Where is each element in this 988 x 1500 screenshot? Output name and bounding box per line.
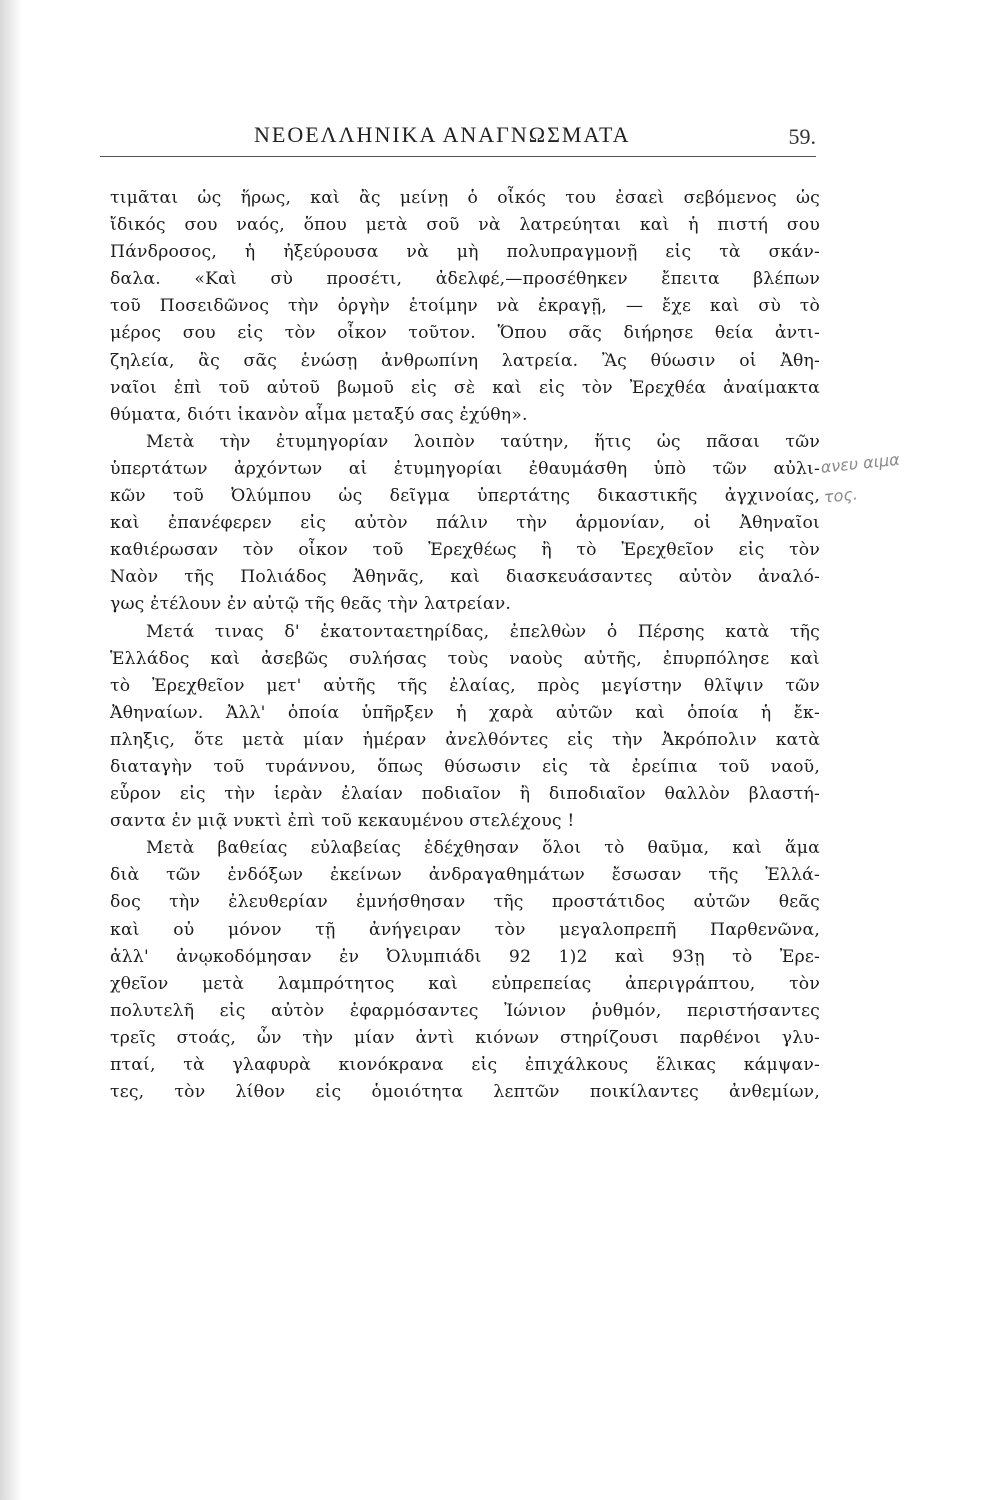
text-line: διὰ τῶν ἐνδόξων ἐκείνων ἀνδραγαθημάτων ἔσωσαν τῆς Ἑλλά- [110, 865, 820, 886]
running-head: ΝΕΟΕΛΛΗΝΙΚΑ ΑΝΑΓΝΩΣΜΑΤΑ [254, 122, 631, 147]
text-line: χθεῖον μετὰ λαμπρότητος καὶ εὐπρεπείας ἀπεριγράπτου, τὸν [110, 973, 820, 994]
text-line: ἀλλ' ἀνῳκοδόμησαν ἐν Ὀλυμπιάδι 92 1)2 καὶ 93ῃ τὸ Ἐρε- [110, 946, 820, 967]
margin-note-line: τος. [822, 484, 859, 507]
text-line: μέρος σου εἰς τὸν οἶκον τοῦτον. Ὅπου σᾶς διήρησε θεία ἀντι- [110, 323, 820, 344]
text-line: Ναὸν τῆς Πολιάδος Ἀθηνᾶς, καὶ διασκευάσαντες αὐτὸν ἀναλό- [110, 567, 820, 588]
paragraph-start-line: Μετὰ τὴν ἐτυμηγορίαν λοιπὸν ταύτην, ἥτις ὡς πᾶσαι τῶν [146, 431, 820, 452]
text-line: κῶν τοῦ Ὀλύμπου ὡς δεῖγμα ὑπερτάτης δικαστικῆς ἀγχινοίας, [110, 486, 820, 507]
scan-edge-shadow [0, 0, 22, 1500]
text-line: ζηλεία, ἂς σᾶς ἑνώσῃ ἀνθρωπίνη λατρεία. Ἂς θύωσιν οἱ Ἀθη- [110, 350, 820, 371]
text-line: πταί, τὰ γλαφυρὰ κιονόκρανα εἰς ἐπιχάλκους ἕλικας κάμψαν- [110, 1055, 820, 1075]
text-line: Ἀθηναίων. Ἀλλ' ὁποία ὑπῆρξεν ἡ χαρὰ αὐτῶν καὶ ὁποία ἡ ἔκ- [110, 702, 820, 723]
text-line: δος τὴν ἐλευθερίαν ἐμνήσθησαν τῆς προστάτιδος αὐτῶν θεᾶς [110, 892, 820, 913]
text-line: τρεῖς στοάς, ὧν τὴν μίαν ἀντὶ κιόνων στηρίζουσι παρθένοι γλυ- [110, 1027, 820, 1048]
text-line: καὶ ἐπανέφερεν εἰς αὐτὸν πάλιν τὴν ἁρμονίαν, οἱ Ἀθηναῖοι [110, 513, 820, 534]
text-line: καὶ οὐ μόνον τῇ ἀνήγειραν τὸν μεγαλοπρεπῆ Παρθενῶνα, [110, 919, 820, 940]
text-line: ναῖοι ἐπὶ τοῦ αὐτοῦ βωμοῦ εἰς σὲ καὶ εἰς τὸν Ἐρεχθέα ἀναίμακτα [110, 377, 820, 398]
paragraph-start-line: Μετὰ βαθείας εὐλαβείας ἐδέχθησαν ὅλοι τὸ θαῦμα, καὶ ἅμα [146, 838, 820, 859]
margin-note-line: ανευ αιμα [819, 449, 901, 477]
text-line: τιμᾶται ὡς ἥρως, καὶ ἂς μείνῃ ὁ οἶκός του ἐσαεὶ σεβόμενος ὡς [110, 188, 820, 208]
text-line: γως ἐτέλουν ἐν αὐτῷ τῆς θεᾶς τὴν λατρείαν. [110, 594, 512, 615]
text-line: ἴδικός σου ναός, ὅπου μετὰ σοῦ νὰ λατρεύηται καὶ ἡ πιστή σου [110, 215, 820, 236]
text-line: ὑπερτάτων ἀρχόντων αἱ ἐτυμηγορίαι ἐθαυμάσθη ὑπὸ τῶν αὐλι- [110, 458, 820, 479]
page-number: 59. [788, 124, 816, 149]
text-line: καθιέρωσαν τὸν οἶκον τοῦ Ἐρεχθέως ἢ τὸ Ἐρεχθεῖον εἰς τὸν [110, 540, 820, 561]
text-line: διαταγὴν τοῦ τυράννου, ὅπως θύσωσιν εἰς τὰ ἐρείπια τοῦ ναοῦ, [110, 756, 820, 777]
text-line: τοῦ Ποσειδῶνος τὴν ὀργὴν ἑτοίμην νὰ ἐκραγῇ, — ἔχε καὶ σὺ τὸ [110, 296, 820, 317]
body-text [110, 185, 820, 1106]
text-line: πολυτελῆ εἰς αὐτὸν ἐφαρμόσαντες Ἰώνιον ῥυθμόν, περιστήσαντες [110, 1000, 820, 1021]
text-line: δαλα. «Καὶ σὺ προσέτι, ἀδελφέ,—προσέθηκεν ἔπειτα βλέπων [110, 269, 820, 290]
text-line: θύματα, διότι ἱκανὸν αἷμα μεταξύ σας ἐχύθη». [110, 404, 528, 425]
paragraph-start-line: Μετά τινας δ' ἑκατονταετηρίδας, ἐπελθὼν ὁ Πέρσης κατὰ τῆς [146, 621, 820, 642]
text-line: τες, τὸν λίθον εἰς ὁμοιότητα λεπτῶν ποικίλαντες ἀνθεμίων, [110, 1082, 820, 1103]
text-line: πληξις, ὅτε μετὰ μίαν ἡμέραν ἀνελθόντες εἰς τὴν Ἀκρόπολιν κατὰ [110, 729, 820, 750]
text-line: τὸ Ἐρεχθεῖον μετ' αὐτῆς τῆς ἐλαίας, πρὸς μεγίστην θλῖψιν τῶν [110, 675, 820, 696]
header-rule [100, 156, 816, 157]
page-header [100, 118, 820, 158]
handwritten-margin-note [819, 437, 974, 512]
text-line: εὗρον εἰς τὴν ἱερὰν ἐλαίαν ποδιαῖον ἢ διποδιαῖον θαλλὸν βλαστή- [110, 784, 820, 805]
text-line: Πάνδροσος, ἡ ἠξεύρουσα νὰ μὴ πολυπραγμονῇ εἰς τὰ σκάν- [110, 242, 820, 263]
text-line: σαντα ἐν μιᾷ νυκτὶ ἐπὶ τοῦ κεκαυμένου στελέχους ! [110, 811, 575, 832]
text-line: Ἑλλάδος καὶ ἀσεβῶς συλήσας τοὺς ναοὺς αὐτῆς, ἐπυρπόλησε καὶ [110, 648, 820, 669]
